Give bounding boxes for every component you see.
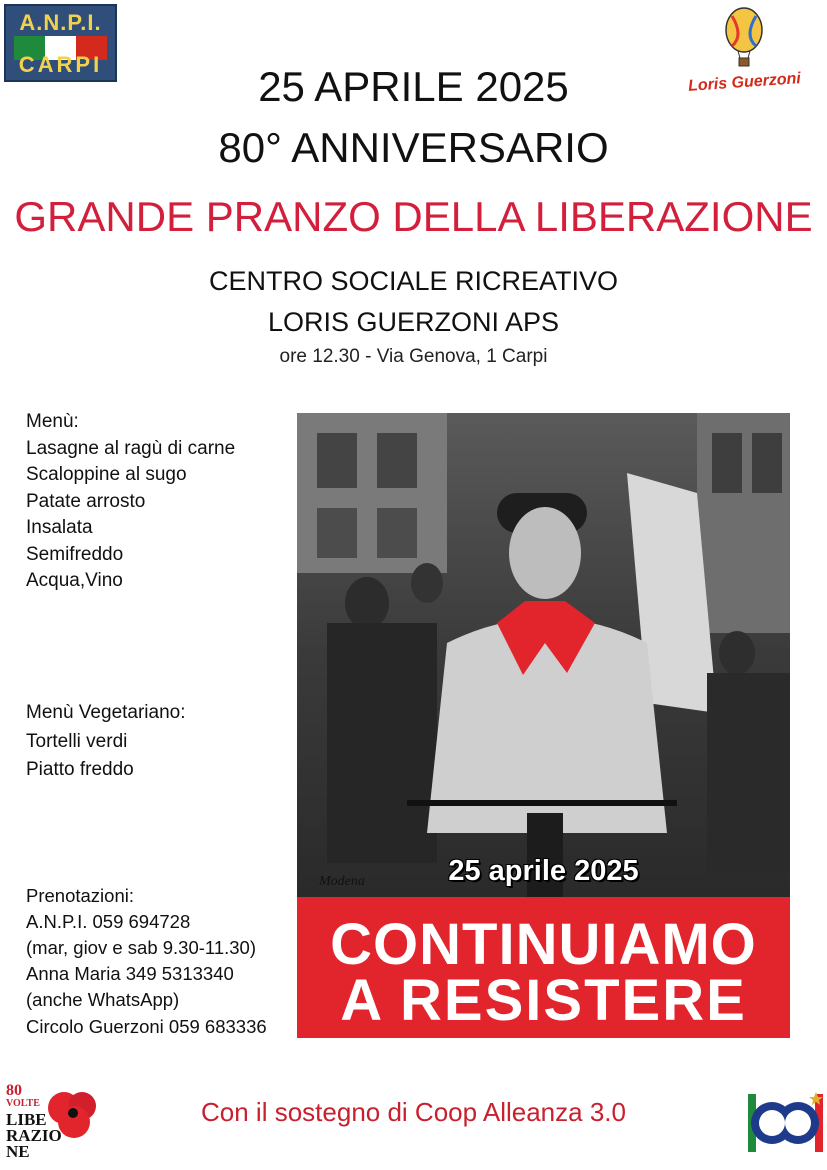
venue-line-2: LORIS GUERZONI APS <box>267 307 560 337</box>
booking-line: Anna Maria 349 5313340 <box>26 963 234 984</box>
photo-signature: Modena <box>319 874 365 889</box>
menu-item: Insalata <box>26 517 93 538</box>
liberazione-word: VOLTE <box>6 1098 40 1109</box>
anpi-logo-bottom-text: CARPI <box>18 52 103 77</box>
booking-line: (anche WhatsApp) <box>26 989 180 1010</box>
menu-item: Scaloppine al sugo <box>26 464 187 485</box>
cyclist-photo <box>297 413 790 897</box>
liberazione-word: LIBE <box>6 1110 47 1129</box>
booking-line: Circolo Guerzoni 059 683336 <box>26 1016 267 1037</box>
event-date: 25 APRILE 2025 <box>258 63 569 110</box>
vegetarian-menu-item: Piatto freddo <box>26 759 134 780</box>
liberazione-word: RAZIO <box>6 1126 62 1145</box>
menu-item: Lasagne al ragù di carne <box>26 438 236 459</box>
anniversary-heading: 80° ANNIVERSARIO <box>218 124 609 171</box>
anniversary-emblem-icon <box>748 1090 823 1156</box>
time-and-address: ore 12.30 - Via Genova, 1 Carpi <box>279 346 548 367</box>
venue-line-1: CENTRO SOCIALE RICREATIVO <box>208 266 619 296</box>
slogan-line-2: A RESISTERE <box>340 968 747 1033</box>
event-title: GRANDE PRANZO DELLA LIBERAZIONE <box>14 193 813 240</box>
slogan-banner <box>297 897 790 1038</box>
hot-air-balloon-icon <box>672 6 817 68</box>
vegetarian-menu-item: Tortelli verdi <box>26 731 128 752</box>
liberazione-word: NE <box>6 1142 30 1161</box>
liberation-poster <box>297 413 790 1038</box>
liberazione-80-anniversary-logo <box>748 1090 823 1156</box>
booking-title: Prenotazioni: <box>26 885 134 906</box>
menu-item: Semifreddo <box>26 544 124 565</box>
guerzoni-logo-text: Loris Guerzoni <box>687 70 802 95</box>
menu-title: Menù: <box>26 411 79 432</box>
booking-line: A.N.P.I. 059 694728 <box>26 911 191 932</box>
sponsor-text: Con il sostegno di Coop Alleanza 3.0 <box>201 1097 626 1127</box>
vegetarian-menu-title: Menù Vegetariano: <box>26 702 186 723</box>
liberazione-number: 80 <box>6 1082 22 1099</box>
booking-line: (mar, giov e sab 9.30-11.30) <box>26 937 257 958</box>
menu-item: Patate arrosto <box>26 491 146 512</box>
menu-item: Acqua,Vino <box>26 570 123 591</box>
anpi-logo-top-text: A.N.P.I. <box>19 10 102 35</box>
slogan-line-1: CONTINUIAMO <box>330 912 757 977</box>
poster-date: 25 aprile 2025 <box>448 855 639 887</box>
